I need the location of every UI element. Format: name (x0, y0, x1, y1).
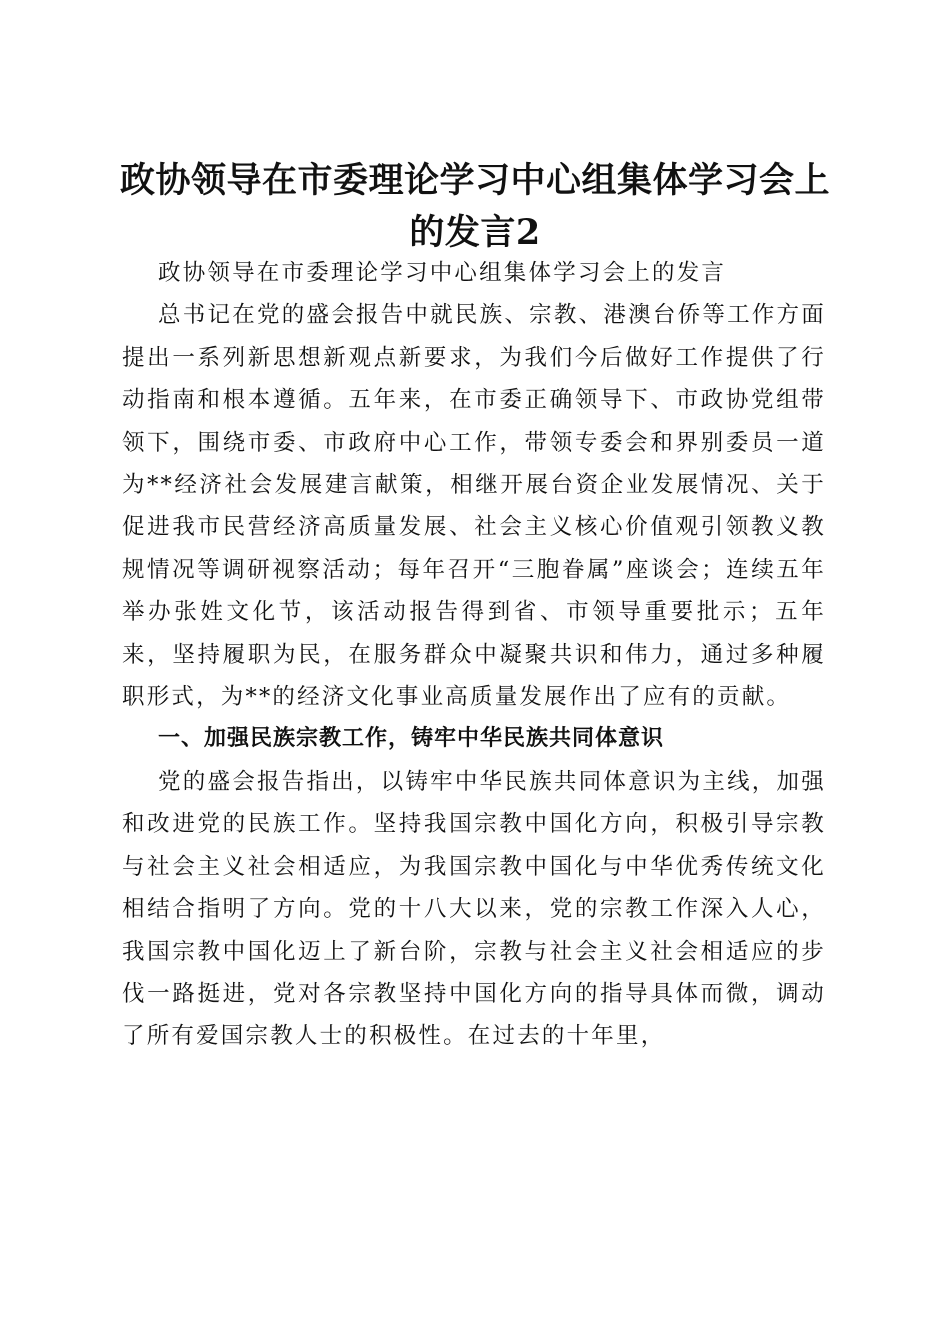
title-line-2: 的发言2 (409, 212, 541, 254)
document-body (122, 252, 826, 1058)
document-title (100, 155, 850, 259)
section-paragraph: 党的盛会报告指出，以铸牢中华民族共同体意识为主线，加强和改进党的民族工作。坚持我国宗教中国化方向，积极引导宗教与社会主义社会相适应，为我国宗教中国化与中华优秀传统文化相结合指明了方向。党的十八大以来，党的宗教工作深入人心，我国宗教中国化迈上了新台阶，宗教与社会主义社会相适应的步伐一路挺进，党对各宗教坚持中国化方向的指导具体而微，调动了所有爱国宗教人士的积极性。在过去的十年里， (122, 768, 826, 1050)
section-heading: 一、加强民族宗教工作，铸牢中华民族共同体意识 (158, 726, 665, 752)
title-line-1: 政协领导在市委理论学习中心组集体学习会上 (119, 160, 830, 202)
intro-paragraph: 总书记在党的盛会报告中就民族、宗教、港澳台侨等工作方面提出一系列新思想新观点新要求，为我们今后做好工作提供了行动指南和根本遵循。五年来，在市委正确领导下、市政协党组带领下，围绕市委、市政府中心工作，带领专委会和界别委员一道为**经济社会发展建言献策，相继开展台资企业发展情况、关于促进我市民营经济高质量发展、社会主义核心价值观引领教义教规情况等调研视察活动；每年召开“三胞眷属”座谈会；连续五年举办张姓文化节，该活动报告得到省、市领导重要批示；五年来，坚持履职为民，在服务群众中凝聚共识和伟力，通过多种履职形式，为**的经济文化事业高质量发展作出了应有的贡献。 (122, 302, 826, 711)
subtitle-paragraph: 政协领导在市委理论学习中心组集体学习会上的发言 (158, 260, 727, 286)
